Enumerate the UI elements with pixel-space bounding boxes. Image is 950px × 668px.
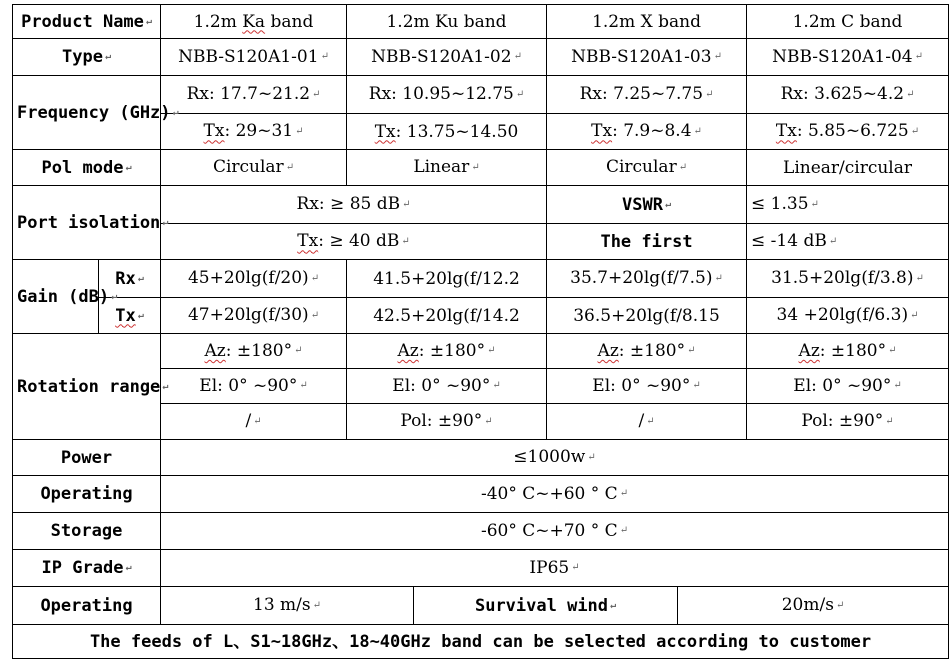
gain-label: Gain (dB) ↵ bbox=[13, 260, 99, 334]
gain-rx-value: 35.7+20lg(f/7.5) ↵ bbox=[547, 260, 747, 298]
frequency-label: Frequency (GHz) ↵ bbox=[13, 76, 161, 150]
gain-tx-value: 47+20lg(f/30) ↵ bbox=[161, 298, 347, 334]
gain-tx-value: 42.5+20lg(f/14.2 bbox=[347, 298, 547, 334]
pol-mode-label: Pol mode ↵ bbox=[13, 150, 161, 186]
gain-rx-value: 41.5+20lg(f/12.2 bbox=[347, 260, 547, 298]
storage-temperature-label: Storage bbox=[13, 513, 161, 550]
power-value: ≤1000w ↵ bbox=[161, 440, 949, 476]
frequency-rx-value: Rx: 17.7~21.2 ↵ bbox=[161, 76, 347, 114]
operating-temperature-value: -40° C~+60 ° C ↵ bbox=[161, 476, 949, 513]
rotation-pol-value: Pol: ±90° ↵ bbox=[347, 404, 547, 440]
type-value: NBB-S120A1-02 ↵ bbox=[347, 39, 547, 76]
rotation-az-value: Az: ±180° ↵ bbox=[161, 334, 347, 369]
rotation-pol-value: Pol: ±90° ↵ bbox=[747, 404, 949, 440]
frequency-tx-value: Tx: 13.75~14.50 bbox=[347, 114, 547, 150]
gain-tx-value: 36.5+20lg(f/8.15 bbox=[547, 298, 747, 334]
rotation-pol-value: / ↵ bbox=[161, 404, 347, 440]
rotation-az-row bbox=[13, 334, 949, 369]
gain-rx-value: 31.5+20lg(f/3.8) ↵ bbox=[747, 260, 949, 298]
pol-mode-row bbox=[13, 150, 949, 186]
rotation-el-value: El: 0° ~90° ↵ bbox=[547, 369, 747, 404]
product-ka-band: 1.2m Ka band bbox=[161, 5, 347, 39]
type-row bbox=[13, 39, 949, 76]
port-isolation-rx-row bbox=[13, 186, 949, 224]
first-sidelobe-value: ≤ -14 dB ↵ bbox=[747, 224, 949, 260]
frequency-tx-value: Tx: 7.9~8.4 ↵ bbox=[547, 114, 747, 150]
port-isolation-tx-value: Tx: ≥ 40 dB ↵ bbox=[161, 224, 547, 260]
frequency-tx-value: Tx: 5.85~6.725 ↵ bbox=[747, 114, 949, 150]
operating-temperature-row bbox=[13, 476, 949, 513]
ip-grade-value: IP65 ↵ bbox=[161, 550, 949, 587]
spec-sheet bbox=[12, 4, 948, 668]
gain-tx-value: 34 +20lg(f/6.3) ↵ bbox=[747, 298, 949, 334]
gain-rx-label: Rx ↵ bbox=[99, 260, 161, 298]
frequency-rx-row bbox=[13, 76, 949, 114]
footnote-row bbox=[13, 625, 949, 659]
product-x-band: 1.2m X band bbox=[547, 5, 747, 39]
rotation-el-value: El: 0° ~90° ↵ bbox=[161, 369, 347, 404]
product-name-label: Product Name ↵ bbox=[13, 5, 161, 39]
storage-temperature-row bbox=[13, 513, 949, 550]
frequency-rx-value: Rx: 10.95~12.75 ↵ bbox=[347, 76, 547, 114]
rotation-az-value: Az: ±180° ↵ bbox=[747, 334, 949, 369]
power-row bbox=[13, 440, 949, 476]
gain-rx-value: 45+20lg(f/20) ↵ bbox=[161, 260, 347, 298]
ip-grade-row bbox=[13, 550, 949, 587]
type-label: Type ↵ bbox=[13, 39, 161, 76]
gain-tx-label: Tx ↵ bbox=[99, 298, 161, 334]
storage-temperature-value: -60° C~+70 ° C ↵ bbox=[161, 513, 949, 550]
type-value: NBB-S120A1-01 ↵ bbox=[161, 39, 347, 76]
specification-table bbox=[12, 4, 949, 659]
gain-tx-row bbox=[13, 298, 949, 334]
rotation-pol-value: / ↵ bbox=[547, 404, 747, 440]
first-sidelobe-label: The first bbox=[547, 224, 747, 260]
survival-wind-label: Survival wind ↵ bbox=[414, 587, 678, 625]
pol-mode-value: Circular ↵ bbox=[547, 150, 747, 186]
rotation-el-value: El: 0° ~90° ↵ bbox=[747, 369, 949, 404]
footnote-text: The feeds of L、S1~18GHz、18~40GHz band can be selected according to customer bbox=[13, 625, 949, 659]
pol-mode-value: Linear/circular bbox=[747, 150, 949, 186]
ip-grade-label: IP Grade ↵ bbox=[13, 550, 161, 587]
product-ku-band: 1.2m Ku band bbox=[347, 5, 547, 39]
rotation-range-label: Rotation range ↵ bbox=[13, 334, 161, 440]
rotation-az-value: Az: ±180° ↵ bbox=[547, 334, 747, 369]
frequency-rx-value: Rx: 7.25~7.75 ↵ bbox=[547, 76, 747, 114]
pol-mode-value: Linear ↵ bbox=[347, 150, 547, 186]
gain-rx-row bbox=[13, 260, 949, 298]
frequency-rx-value: Rx: 3.625~4.2 ↵ bbox=[747, 76, 949, 114]
frequency-tx-value: Tx: 29~31 ↵ bbox=[161, 114, 347, 150]
pol-mode-value: Circular ↵ bbox=[161, 150, 347, 186]
product-c-band: 1.2m C band bbox=[747, 5, 949, 39]
port-isolation-rx-value: Rx: ≥ 85 dB ↵ bbox=[161, 186, 547, 224]
survival-wind-value: 20m/s ↵ bbox=[678, 587, 949, 625]
rotation-az-value: Az: ±180° ↵ bbox=[347, 334, 547, 369]
type-value: NBB-S120A1-03 ↵ bbox=[547, 39, 747, 76]
vswr-label: VSWR ↵ bbox=[547, 186, 747, 224]
operating-temperature-label: Operating bbox=[13, 476, 161, 513]
vswr-value: ≤ 1.35 ↵ bbox=[747, 186, 949, 224]
power-label: Power bbox=[13, 440, 161, 476]
port-isolation-label: Port isolation ↵ bbox=[13, 186, 161, 260]
type-value: NBB-S120A1-04 ↵ bbox=[747, 39, 949, 76]
operating-wind-value: 13 m/s ↵ bbox=[161, 587, 414, 625]
wind-row bbox=[13, 587, 949, 625]
operating-wind-label: Operating bbox=[13, 587, 161, 625]
rotation-el-value: El: 0° ~90° ↵ bbox=[347, 369, 547, 404]
header-row bbox=[13, 5, 949, 39]
